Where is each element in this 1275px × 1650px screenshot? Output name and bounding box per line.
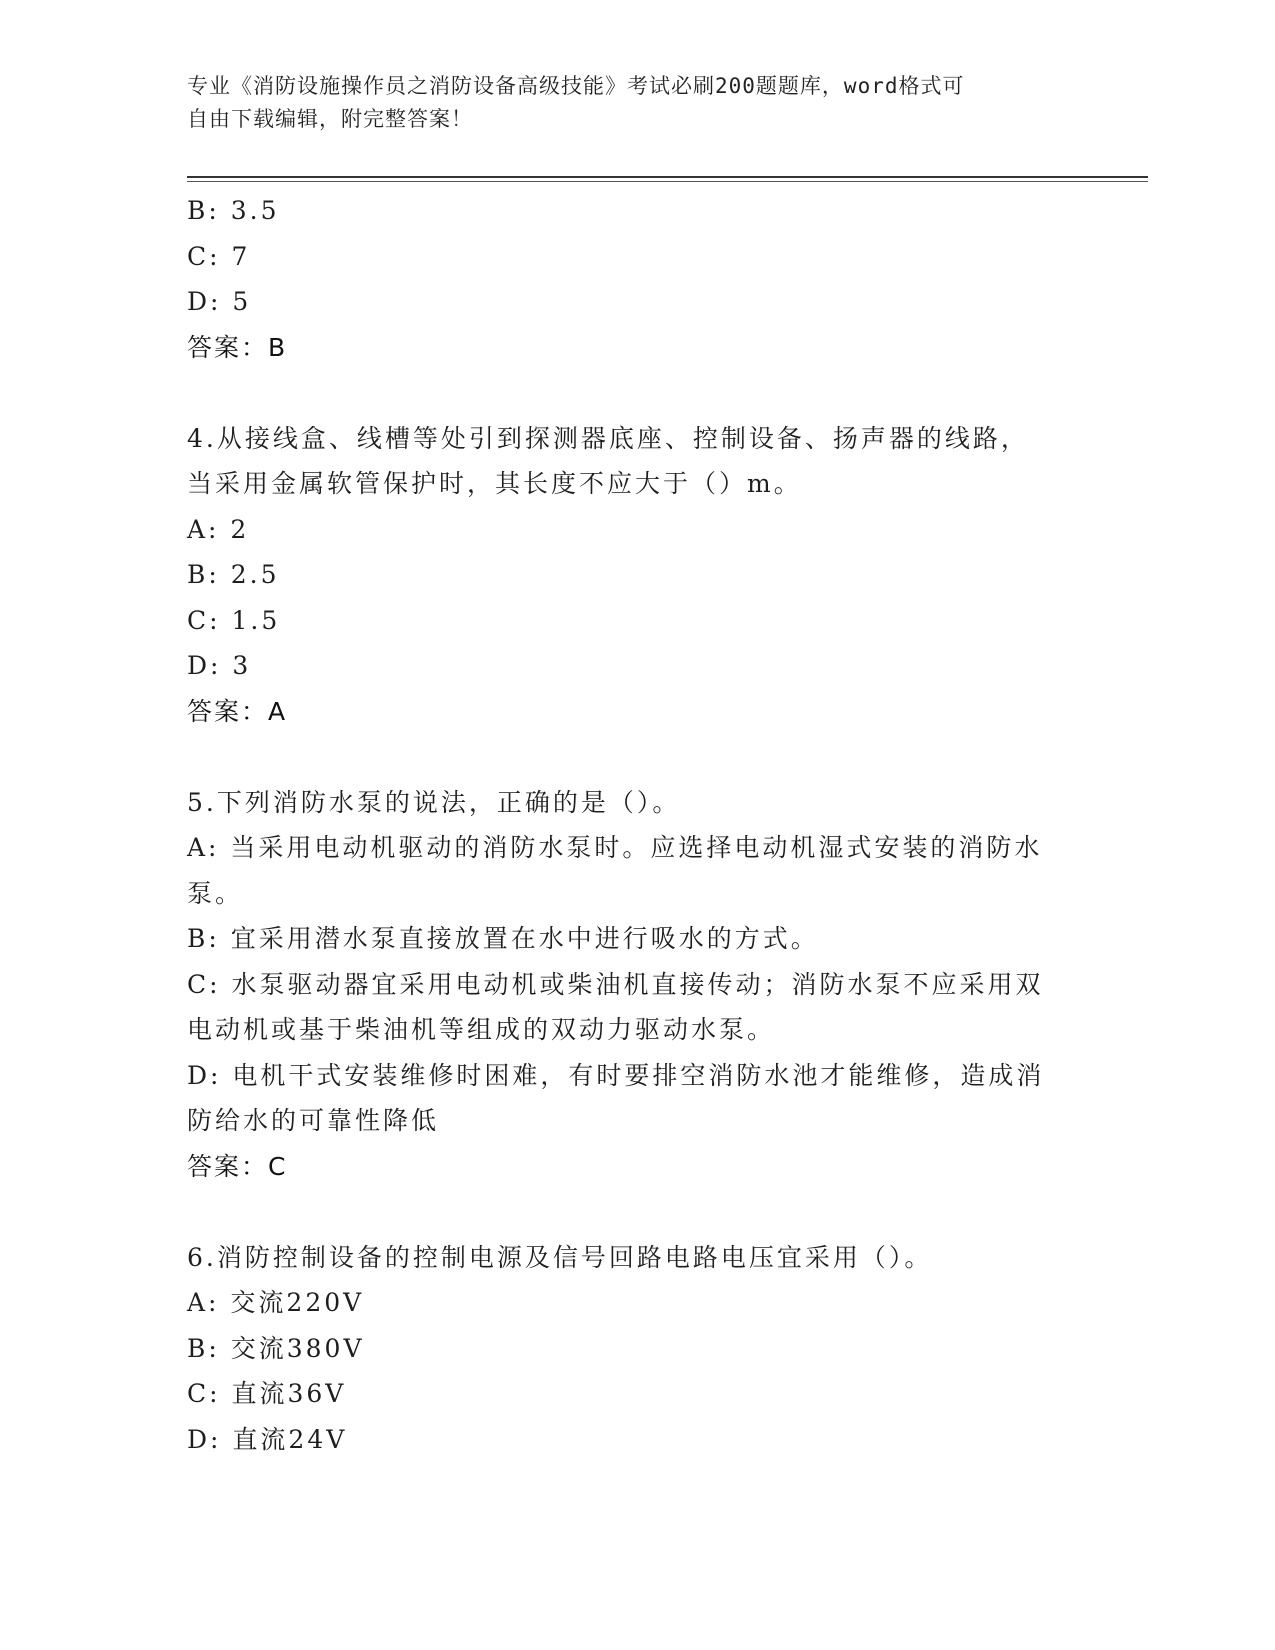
question-6 xyxy=(187,1235,1067,1463)
option-d-continued: 防给水的可靠性降低 xyxy=(187,1106,440,1135)
option-c: C: 1.5 xyxy=(187,605,281,635)
option-c: C: 水泵驱动器宜采用电动机或柴油机直接传动；消防水泵不应采用双 xyxy=(187,969,1044,999)
spacer xyxy=(187,370,1067,416)
option-d: D: 直流24V xyxy=(187,1424,348,1454)
option-a: A: 当采用电动机驱动的消防水泵时。应选择电动机湿式安装的消防水 xyxy=(187,833,1043,862)
question-list xyxy=(187,188,1067,1462)
option-d: D: 5 xyxy=(187,287,252,316)
question-stem-continued: 当采用金属软管保护时，其长度不应大于（）m。 xyxy=(187,469,802,498)
option-c-continued: 电动机或基于柴油机等组成的双动力驱动水泵。 xyxy=(187,1015,776,1044)
document-header xyxy=(187,70,1087,136)
option-c: C: 直流36V xyxy=(187,1379,347,1408)
answer-label: 答案：A xyxy=(187,696,288,726)
option-b: B: 交流380V xyxy=(187,1333,365,1363)
question-5 xyxy=(187,780,1067,1190)
question-stem: 5.下列消防水泵的说法，正确的是（）。 xyxy=(187,787,681,817)
header-divider-thin xyxy=(187,181,1148,182)
option-b: B: 2.5 xyxy=(187,560,280,589)
option-d: D: 电机干式安装维修时困难，有时要排空消防水池才能维修，造成消 xyxy=(187,1060,1045,1090)
question-3 xyxy=(187,188,1067,370)
answer-label: 答案：B xyxy=(187,332,288,362)
option-b: B: 3.5 xyxy=(187,196,280,225)
answer-label: 答案：C xyxy=(187,1151,288,1181)
question-4 xyxy=(187,416,1067,735)
option-c: C: 7 xyxy=(187,241,251,271)
option-a: A: 交流220V xyxy=(187,1288,365,1317)
question-stem: 4.从接线盒、线槽等处引到探测器底座、控制设备、扬声器的线路， xyxy=(187,423,1029,453)
spacer xyxy=(187,734,1067,780)
header-divider-thick xyxy=(187,176,1148,178)
option-b: B: 宜采用潜水泵直接放置在水中进行吸水的方式。 xyxy=(187,924,819,953)
option-d: D: 3 xyxy=(187,651,252,680)
header-line-2: 自由下载编辑，附完整答案！ xyxy=(187,107,473,131)
option-a-continued: 泵。 xyxy=(187,878,244,908)
question-stem: 6.消防控制设备的控制电源及信号回路电路电压宜采用（）。 xyxy=(187,1242,933,1272)
spacer xyxy=(187,1189,1067,1235)
option-a: A: 2 xyxy=(187,514,250,544)
header-line-1: 专业《消防设施操作员之消防设备高级技能》考试必刷200题题库，word格式可 xyxy=(187,74,965,98)
